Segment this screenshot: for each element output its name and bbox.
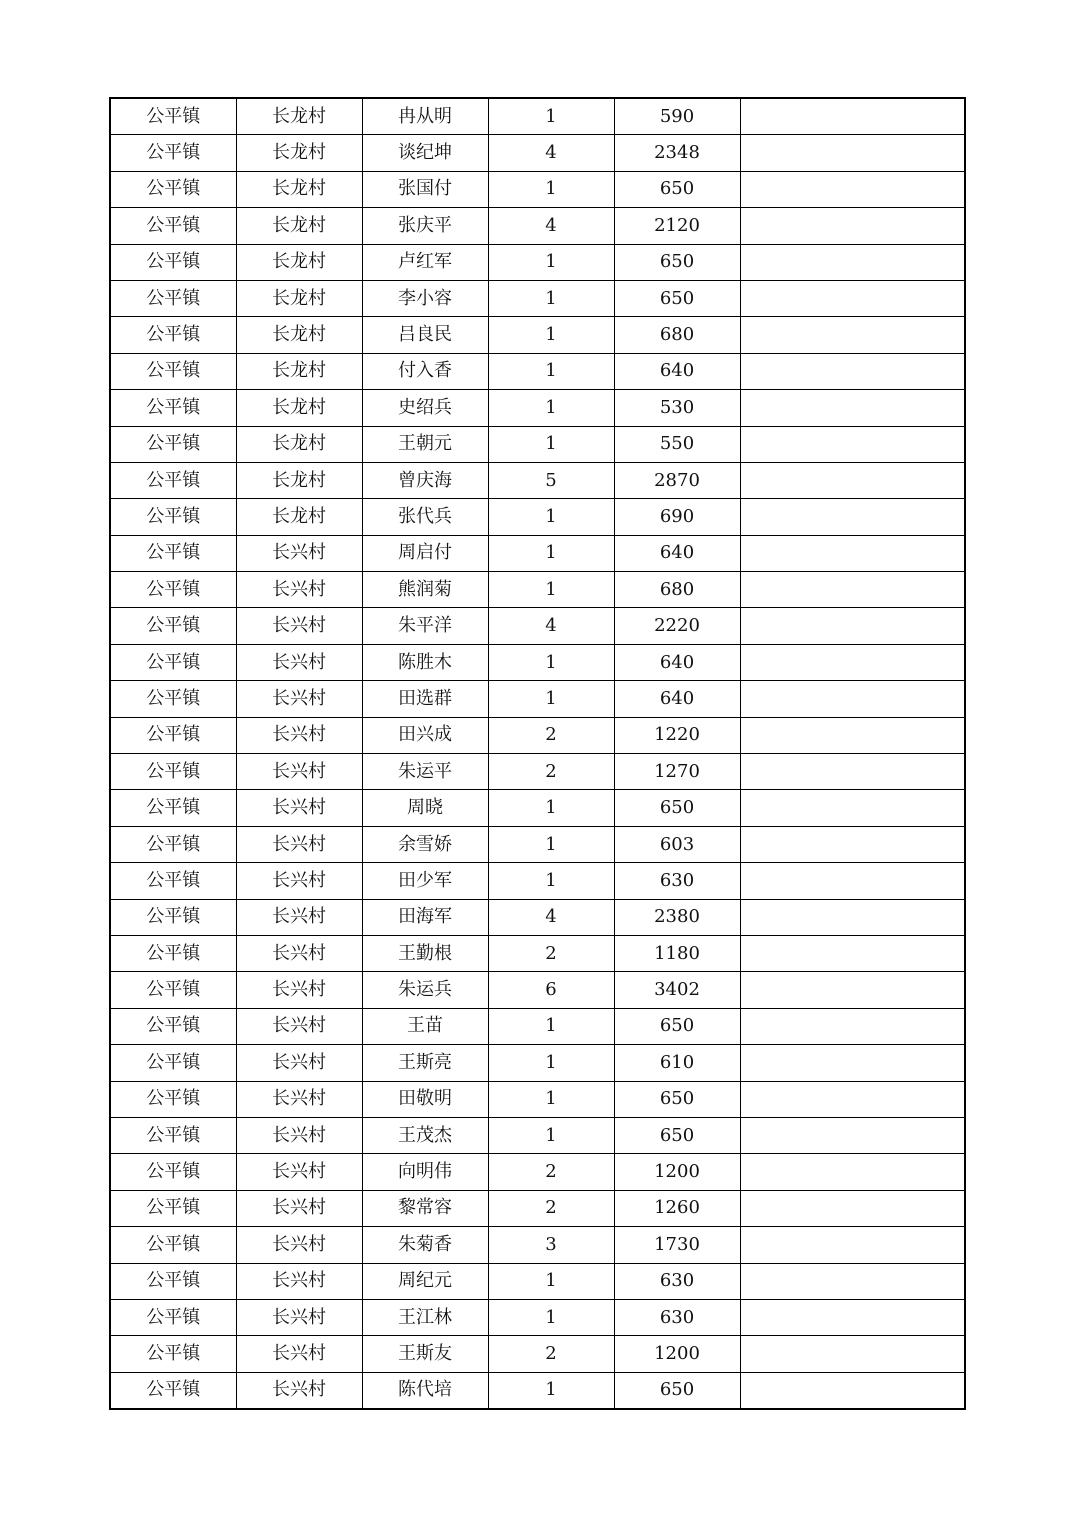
town-cell: 公平镇	[110, 572, 236, 608]
note-cell	[740, 863, 965, 899]
village-cell: 长龙村	[236, 135, 362, 171]
note-cell	[740, 1263, 965, 1299]
count-cell: 1	[488, 1372, 614, 1409]
village-cell: 长龙村	[236, 353, 362, 389]
village-cell: 长兴村	[236, 790, 362, 826]
note-cell	[740, 1227, 965, 1263]
town-cell: 公平镇	[110, 244, 236, 280]
count-cell: 1	[488, 317, 614, 353]
note-cell	[740, 98, 965, 135]
table-row	[110, 353, 965, 389]
count-cell: 1	[488, 244, 614, 280]
name-cell: 史绍兵	[362, 390, 488, 426]
town-cell: 公平镇	[110, 462, 236, 498]
count-cell: 1	[488, 572, 614, 608]
table-row	[110, 1263, 965, 1299]
table-row	[110, 98, 965, 135]
count-cell: 1	[488, 681, 614, 717]
village-cell: 长兴村	[236, 1336, 362, 1372]
name-cell: 向明伟	[362, 1154, 488, 1190]
amount-cell: 1220	[614, 717, 740, 753]
note-cell	[740, 644, 965, 680]
amount-cell: 640	[614, 681, 740, 717]
count-cell: 2	[488, 754, 614, 790]
town-cell: 公平镇	[110, 1372, 236, 1409]
name-cell: 田敬明	[362, 1081, 488, 1117]
town-cell: 公平镇	[110, 935, 236, 971]
count-cell: 1	[488, 353, 614, 389]
name-cell: 朱运平	[362, 754, 488, 790]
name-cell: 田少军	[362, 863, 488, 899]
amount-cell: 2220	[614, 608, 740, 644]
name-cell: 吕良民	[362, 317, 488, 353]
town-cell: 公平镇	[110, 1154, 236, 1190]
note-cell	[740, 1336, 965, 1372]
table-row	[110, 1081, 965, 1117]
name-cell: 周启付	[362, 535, 488, 571]
note-cell	[740, 171, 965, 207]
amount-cell: 680	[614, 317, 740, 353]
note-cell	[740, 1372, 965, 1409]
amount-cell: 640	[614, 644, 740, 680]
table-row	[110, 681, 965, 717]
name-cell: 王勤根	[362, 935, 488, 971]
village-cell: 长兴村	[236, 863, 362, 899]
town-cell: 公平镇	[110, 499, 236, 535]
village-cell: 长兴村	[236, 644, 362, 680]
village-cell: 长龙村	[236, 426, 362, 462]
amount-cell: 610	[614, 1045, 740, 1081]
amount-cell: 650	[614, 171, 740, 207]
name-cell: 周晓	[362, 790, 488, 826]
amount-cell: 650	[614, 1008, 740, 1044]
town-cell: 公平镇	[110, 790, 236, 826]
count-cell: 2	[488, 1154, 614, 1190]
village-cell: 长龙村	[236, 499, 362, 535]
table-row	[110, 1154, 965, 1190]
table-row	[110, 1008, 965, 1044]
amount-cell: 1730	[614, 1227, 740, 1263]
note-cell	[740, 608, 965, 644]
name-cell: 朱菊香	[362, 1227, 488, 1263]
table-row	[110, 1227, 965, 1263]
count-cell: 4	[488, 208, 614, 244]
town-cell: 公平镇	[110, 644, 236, 680]
amount-cell: 590	[614, 98, 740, 135]
village-cell: 长兴村	[236, 717, 362, 753]
name-cell: 张代兵	[362, 499, 488, 535]
table-row	[110, 1117, 965, 1153]
note-cell	[740, 1190, 965, 1226]
table-row	[110, 135, 965, 171]
table-row	[110, 1372, 965, 1409]
note-cell	[740, 972, 965, 1008]
name-cell: 陈胜木	[362, 644, 488, 680]
table-row	[110, 171, 965, 207]
table-row	[110, 535, 965, 571]
count-cell: 1	[488, 644, 614, 680]
count-cell: 5	[488, 462, 614, 498]
count-cell: 1	[488, 1299, 614, 1335]
count-cell: 1	[488, 1008, 614, 1044]
count-cell: 1	[488, 280, 614, 316]
amount-cell: 650	[614, 1117, 740, 1153]
amount-cell: 650	[614, 244, 740, 280]
name-cell: 付入香	[362, 353, 488, 389]
amount-cell: 3402	[614, 972, 740, 1008]
amount-cell: 630	[614, 1263, 740, 1299]
name-cell: 周纪元	[362, 1263, 488, 1299]
town-cell: 公平镇	[110, 1008, 236, 1044]
note-cell	[740, 1081, 965, 1117]
note-cell	[740, 499, 965, 535]
village-cell: 长龙村	[236, 317, 362, 353]
name-cell: 熊润菊	[362, 572, 488, 608]
amount-cell: 530	[614, 390, 740, 426]
note-cell	[740, 353, 965, 389]
village-cell: 长兴村	[236, 1299, 362, 1335]
name-cell: 曾庆海	[362, 462, 488, 498]
name-cell: 朱平洋	[362, 608, 488, 644]
name-cell: 卢红军	[362, 244, 488, 280]
name-cell: 余雪娇	[362, 826, 488, 862]
note-cell	[740, 935, 965, 971]
village-cell: 长兴村	[236, 1263, 362, 1299]
town-cell: 公平镇	[110, 1336, 236, 1372]
table-row	[110, 462, 965, 498]
amount-cell: 680	[614, 572, 740, 608]
village-cell: 长兴村	[236, 935, 362, 971]
name-cell: 张国付	[362, 171, 488, 207]
village-cell: 长龙村	[236, 244, 362, 280]
count-cell: 1	[488, 171, 614, 207]
village-cell: 长兴村	[236, 1190, 362, 1226]
table-row	[110, 244, 965, 280]
town-cell: 公平镇	[110, 1227, 236, 1263]
count-cell: 4	[488, 135, 614, 171]
count-cell: 1	[488, 535, 614, 571]
amount-cell: 630	[614, 863, 740, 899]
village-cell: 长兴村	[236, 1081, 362, 1117]
town-cell: 公平镇	[110, 1263, 236, 1299]
note-cell	[740, 390, 965, 426]
amount-cell: 603	[614, 826, 740, 862]
amount-cell: 1200	[614, 1336, 740, 1372]
note-cell	[740, 572, 965, 608]
village-cell: 长龙村	[236, 98, 362, 135]
town-cell: 公平镇	[110, 171, 236, 207]
table-body	[110, 98, 965, 1409]
table-row	[110, 208, 965, 244]
amount-cell: 1270	[614, 754, 740, 790]
town-cell: 公平镇	[110, 899, 236, 935]
note-cell	[740, 1045, 965, 1081]
count-cell: 1	[488, 826, 614, 862]
town-cell: 公平镇	[110, 972, 236, 1008]
table-row	[110, 899, 965, 935]
name-cell: 王斯亮	[362, 1045, 488, 1081]
table-row	[110, 863, 965, 899]
note-cell	[740, 1154, 965, 1190]
name-cell: 李小容	[362, 280, 488, 316]
name-cell: 王苗	[362, 1008, 488, 1044]
amount-cell: 2120	[614, 208, 740, 244]
note-cell	[740, 1008, 965, 1044]
table-row	[110, 390, 965, 426]
note-cell	[740, 462, 965, 498]
count-cell: 2	[488, 717, 614, 753]
amount-cell: 1200	[614, 1154, 740, 1190]
name-cell: 冉从明	[362, 98, 488, 135]
count-cell: 2	[488, 1336, 614, 1372]
town-cell: 公平镇	[110, 1299, 236, 1335]
amount-cell: 2380	[614, 899, 740, 935]
note-cell	[740, 426, 965, 462]
table-row	[110, 644, 965, 680]
note-cell	[740, 1117, 965, 1153]
note-cell	[740, 135, 965, 171]
town-cell: 公平镇	[110, 390, 236, 426]
note-cell	[740, 754, 965, 790]
amount-cell: 630	[614, 1299, 740, 1335]
table-row	[110, 790, 965, 826]
amount-cell: 650	[614, 1372, 740, 1409]
amount-cell: 650	[614, 790, 740, 826]
village-cell: 长兴村	[236, 1045, 362, 1081]
count-cell: 1	[488, 390, 614, 426]
village-cell: 长龙村	[236, 462, 362, 498]
table-row	[110, 317, 965, 353]
town-cell: 公平镇	[110, 98, 236, 135]
town-cell: 公平镇	[110, 1045, 236, 1081]
note-cell	[740, 208, 965, 244]
amount-cell: 1180	[614, 935, 740, 971]
town-cell: 公平镇	[110, 608, 236, 644]
village-cell: 长兴村	[236, 1372, 362, 1409]
table-row	[110, 499, 965, 535]
town-cell: 公平镇	[110, 1117, 236, 1153]
count-cell: 1	[488, 1263, 614, 1299]
village-cell: 长兴村	[236, 826, 362, 862]
note-cell	[740, 826, 965, 862]
name-cell: 田选群	[362, 681, 488, 717]
table-row	[110, 754, 965, 790]
table-row	[110, 935, 965, 971]
name-cell: 张庆平	[362, 208, 488, 244]
village-cell: 长兴村	[236, 572, 362, 608]
town-cell: 公平镇	[110, 135, 236, 171]
town-cell: 公平镇	[110, 280, 236, 316]
table-row	[110, 1190, 965, 1226]
amount-cell: 690	[614, 499, 740, 535]
count-cell: 1	[488, 426, 614, 462]
amount-cell: 640	[614, 535, 740, 571]
name-cell: 谈纪坤	[362, 135, 488, 171]
amount-cell: 2348	[614, 135, 740, 171]
name-cell: 陈代培	[362, 1372, 488, 1409]
name-cell: 田海军	[362, 899, 488, 935]
table-row	[110, 280, 965, 316]
village-cell: 长兴村	[236, 1154, 362, 1190]
village-cell: 长兴村	[236, 681, 362, 717]
note-cell	[740, 535, 965, 571]
table-row	[110, 1045, 965, 1081]
count-cell: 6	[488, 972, 614, 1008]
name-cell: 王朝元	[362, 426, 488, 462]
amount-cell: 650	[614, 1081, 740, 1117]
amount-cell: 650	[614, 280, 740, 316]
note-cell	[740, 899, 965, 935]
count-cell: 4	[488, 899, 614, 935]
amount-cell: 550	[614, 426, 740, 462]
village-cell: 长兴村	[236, 1117, 362, 1153]
town-cell: 公平镇	[110, 317, 236, 353]
town-cell: 公平镇	[110, 754, 236, 790]
town-cell: 公平镇	[110, 1190, 236, 1226]
note-cell	[740, 681, 965, 717]
village-cell: 长龙村	[236, 390, 362, 426]
note-cell	[740, 790, 965, 826]
table-row	[110, 1336, 965, 1372]
town-cell: 公平镇	[110, 1081, 236, 1117]
village-cell: 长兴村	[236, 535, 362, 571]
note-cell	[740, 280, 965, 316]
note-cell	[740, 244, 965, 280]
count-cell: 1	[488, 863, 614, 899]
name-cell: 王茂杰	[362, 1117, 488, 1153]
count-cell: 1	[488, 1081, 614, 1117]
count-cell: 1	[488, 499, 614, 535]
village-cell: 长兴村	[236, 899, 362, 935]
data-table	[109, 97, 966, 1410]
village-cell: 长兴村	[236, 608, 362, 644]
table-row	[110, 1299, 965, 1335]
village-cell: 长龙村	[236, 208, 362, 244]
village-cell: 长兴村	[236, 972, 362, 1008]
town-cell: 公平镇	[110, 353, 236, 389]
count-cell: 4	[488, 608, 614, 644]
village-cell: 长兴村	[236, 754, 362, 790]
name-cell: 王江林	[362, 1299, 488, 1335]
name-cell: 田兴成	[362, 717, 488, 753]
note-cell	[740, 1299, 965, 1335]
count-cell: 1	[488, 1045, 614, 1081]
count-cell: 3	[488, 1227, 614, 1263]
count-cell: 2	[488, 935, 614, 971]
count-cell: 1	[488, 790, 614, 826]
note-cell	[740, 717, 965, 753]
village-cell: 长兴村	[236, 1008, 362, 1044]
village-cell: 长龙村	[236, 171, 362, 207]
village-cell: 长兴村	[236, 1227, 362, 1263]
town-cell: 公平镇	[110, 681, 236, 717]
count-cell: 1	[488, 98, 614, 135]
amount-cell: 2870	[614, 462, 740, 498]
table-row	[110, 426, 965, 462]
amount-cell: 640	[614, 353, 740, 389]
town-cell: 公平镇	[110, 717, 236, 753]
town-cell: 公平镇	[110, 208, 236, 244]
name-cell: 王斯友	[362, 1336, 488, 1372]
table-row	[110, 972, 965, 1008]
table-row	[110, 608, 965, 644]
table-row	[110, 826, 965, 862]
count-cell: 2	[488, 1190, 614, 1226]
village-cell: 长龙村	[236, 280, 362, 316]
table-row	[110, 717, 965, 753]
town-cell: 公平镇	[110, 863, 236, 899]
table-row	[110, 572, 965, 608]
town-cell: 公平镇	[110, 826, 236, 862]
note-cell	[740, 317, 965, 353]
count-cell: 1	[488, 1117, 614, 1153]
town-cell: 公平镇	[110, 426, 236, 462]
name-cell: 黎常容	[362, 1190, 488, 1226]
amount-cell: 1260	[614, 1190, 740, 1226]
town-cell: 公平镇	[110, 535, 236, 571]
name-cell: 朱运兵	[362, 972, 488, 1008]
